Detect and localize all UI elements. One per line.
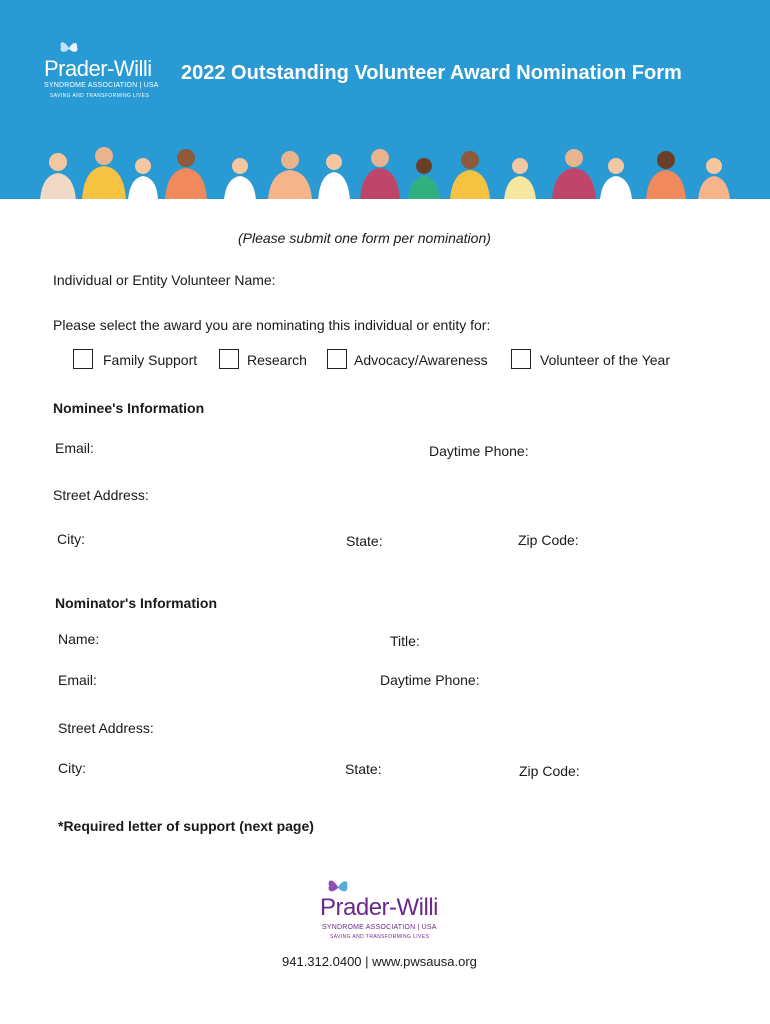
nominee-email-label: Email: bbox=[55, 440, 94, 456]
volunteers-illustration bbox=[0, 120, 770, 199]
logo-tagline: SAVING AND TRANSFORMING LIVES bbox=[50, 93, 150, 99]
advocacy-awareness-label: Advocacy/Awareness bbox=[354, 352, 488, 368]
logo-name: Prader-Willi bbox=[44, 56, 152, 81]
submission-note: (Please submit one form per nomination) bbox=[238, 230, 491, 246]
page-title: 2022 Outstanding Volunteer Award Nomination Form bbox=[181, 62, 682, 84]
family-support-checkbox[interactable] bbox=[73, 349, 93, 369]
nominee-phone-label: Daytime Phone: bbox=[429, 443, 529, 459]
header-logo bbox=[40, 38, 170, 108]
nominator-zip-label: Zip Code: bbox=[519, 763, 580, 779]
nominee-heading: Nominee's Information bbox=[53, 400, 205, 416]
nominator-heading: Nominator's Information bbox=[55, 595, 217, 611]
nominator-street-label: Street Address: bbox=[58, 720, 154, 736]
volunteer-of-the-year-checkbox[interactable] bbox=[511, 349, 531, 369]
research-label: Research bbox=[247, 352, 307, 368]
nominee-city-label: City: bbox=[57, 531, 85, 547]
nominee-street-label: Street Address: bbox=[53, 487, 149, 503]
research-checkbox[interactable] bbox=[219, 349, 239, 369]
family-support-label: Family Support bbox=[103, 352, 198, 368]
footer-logo-subtitle: SYNDROME ASSOCIATION | USA bbox=[322, 924, 437, 931]
nominator-state-label: State: bbox=[345, 761, 382, 777]
footer-logo bbox=[318, 876, 458, 946]
volunteer-of-the-year-label: Volunteer of the Year bbox=[540, 352, 670, 368]
footer-logo-name: Prader-Willi bbox=[320, 894, 439, 921]
nominator-city-label: City: bbox=[58, 760, 86, 776]
footer-logo-tagline: SAVING AND TRANSFORMING LIVES bbox=[330, 934, 430, 940]
nominator-name-label: Name: bbox=[58, 631, 100, 647]
nominee-state-label: State: bbox=[346, 533, 383, 549]
header-banner bbox=[0, 0, 770, 199]
nominator-title-label: Title: bbox=[390, 633, 420, 649]
nominator-email-label: Email: bbox=[58, 672, 97, 688]
butterfly-icon bbox=[58, 38, 80, 58]
nominee-zip-label: Zip Code: bbox=[518, 532, 579, 548]
award-prompt: Please select the award you are nominating this individual or entity for: bbox=[53, 317, 491, 333]
nominator-phone-label: Daytime Phone: bbox=[380, 672, 480, 688]
logo-subtitle: SYNDROME ASSOCIATION | USA bbox=[44, 82, 159, 89]
volunteer-name-label: Individual or Entity Volunteer Name: bbox=[53, 272, 276, 288]
required-letter-note: *Required letter of support (next page) bbox=[58, 818, 314, 834]
advocacy-awareness-checkbox[interactable] bbox=[327, 349, 347, 369]
footer-contact: 941.312.0400 | www.pwsausa.org bbox=[282, 954, 477, 969]
